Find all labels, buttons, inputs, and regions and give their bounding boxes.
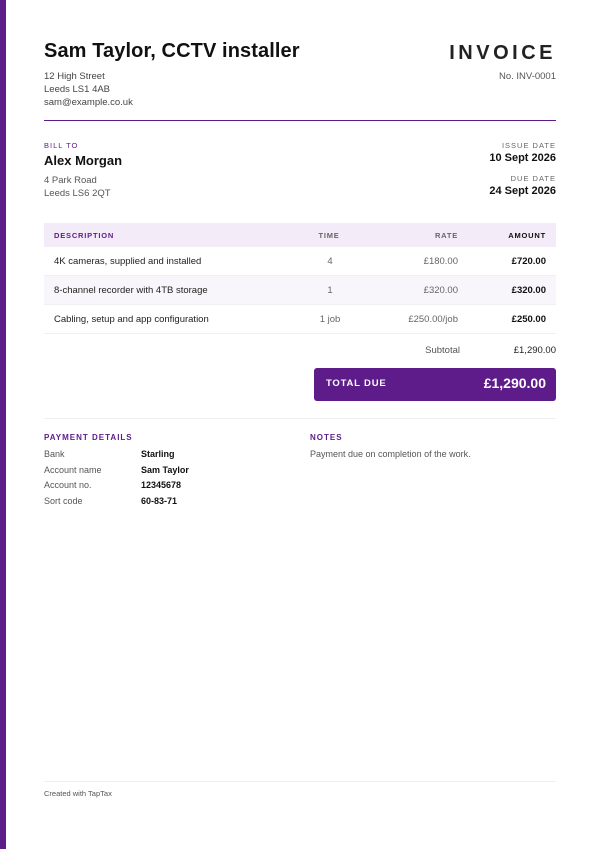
client-address bbox=[44, 174, 344, 200]
notes-title: NOTES bbox=[310, 433, 343, 442]
item-amount: £250.00 bbox=[511, 314, 546, 325]
payment-key: Sort code bbox=[44, 495, 83, 506]
bill-to-label: BILL TO bbox=[44, 141, 79, 150]
invoice-header bbox=[44, 40, 556, 110]
item-rate: £250.00/job bbox=[408, 314, 458, 325]
accent-bar bbox=[0, 0, 6, 849]
item-description: 8-channel recorder with 4TB storage bbox=[54, 285, 208, 296]
payment-key: Account name bbox=[44, 464, 102, 475]
footer-credit: Created with TapTax bbox=[44, 789, 112, 798]
column-header-time: TIME bbox=[318, 231, 340, 240]
notes-text: Payment due on completion of the work. bbox=[310, 449, 471, 459]
client-name: Alex Morgan bbox=[44, 153, 123, 168]
table-header bbox=[44, 223, 556, 247]
column-header-amount: AMOUNT bbox=[508, 231, 546, 240]
invoice-number: No. INV-0001 bbox=[498, 71, 556, 82]
item-rate: £180.00 bbox=[423, 256, 458, 267]
business-address bbox=[44, 70, 133, 109]
payment-key: Bank bbox=[44, 449, 65, 459]
issue-date-label: ISSUE DATE bbox=[501, 141, 556, 150]
payment-details-section bbox=[44, 433, 284, 511]
header-divider bbox=[44, 120, 556, 121]
bill-to-section bbox=[44, 141, 344, 200]
dates-section bbox=[356, 141, 556, 197]
payment-row bbox=[44, 449, 284, 465]
column-header-description: DESCRIPTION bbox=[54, 231, 115, 240]
item-time: 1 bbox=[327, 285, 333, 296]
payment-details-title: PAYMENT DETAILS bbox=[44, 433, 133, 442]
item-amount: £320.00 bbox=[511, 285, 546, 296]
due-date-label: DUE DATE bbox=[510, 174, 556, 183]
client-address-line: 4 Park Road bbox=[44, 175, 97, 186]
due-date: 24 Sept 2026 bbox=[489, 185, 556, 197]
payment-value: 60-83-71 bbox=[141, 495, 178, 506]
client-address-line: Leeds LS6 2QT bbox=[44, 188, 111, 199]
business-email: sam@example.co.uk bbox=[44, 97, 133, 108]
payment-value: Starling bbox=[141, 449, 175, 459]
subtotal-row bbox=[256, 345, 556, 359]
section-divider bbox=[44, 418, 556, 419]
item-amount: £720.00 bbox=[511, 256, 546, 267]
payment-value: Sam Taylor bbox=[141, 464, 189, 475]
invoice-page bbox=[44, 0, 556, 849]
payment-key: Account no. bbox=[44, 480, 92, 490]
issue-date: 10 Sept 2026 bbox=[489, 152, 556, 164]
total-due-label: TOTAL DUE bbox=[326, 378, 387, 389]
item-time: 1 job bbox=[319, 314, 341, 325]
business-address-line: Leeds LS1 4AB bbox=[44, 84, 111, 95]
business-address-line: 12 High Street bbox=[44, 71, 105, 82]
payment-value: 12345678 bbox=[141, 480, 182, 490]
item-rate: £320.00 bbox=[423, 285, 458, 296]
notes-section bbox=[310, 433, 556, 459]
invoice-title: INVOICE bbox=[449, 42, 556, 64]
table-row bbox=[44, 276, 556, 305]
line-items-table bbox=[44, 223, 556, 334]
subtotal-value: £1,290.00 bbox=[513, 345, 556, 356]
subtotal-label: Subtotal bbox=[425, 345, 460, 356]
item-description: Cabling, setup and app configuration bbox=[54, 314, 209, 325]
payment-row bbox=[44, 480, 284, 496]
table-row bbox=[44, 305, 556, 334]
payment-row bbox=[44, 465, 284, 481]
column-header-rate: RATE bbox=[434, 231, 458, 240]
item-time: 4 bbox=[327, 256, 333, 267]
table-row bbox=[44, 247, 556, 276]
total-due-value: £1,290.00 bbox=[483, 375, 546, 391]
footer-divider bbox=[44, 781, 556, 782]
total-due-box bbox=[314, 368, 556, 401]
item-description: 4K cameras, supplied and installed bbox=[54, 256, 202, 267]
business-name: Sam Taylor, CCTV installer bbox=[44, 40, 300, 62]
payment-row bbox=[44, 496, 284, 512]
